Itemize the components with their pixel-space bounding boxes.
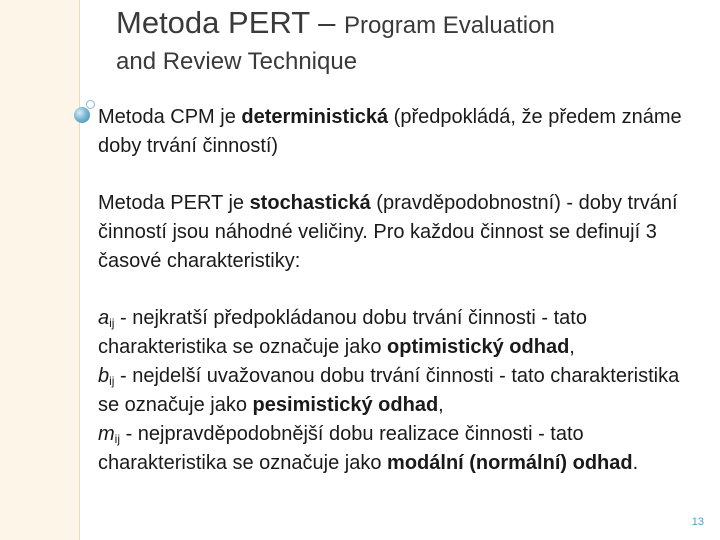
- a-end: ,: [569, 336, 575, 358]
- left-band-border: [79, 0, 80, 540]
- bullet-icon: [74, 100, 94, 126]
- m-end: .: [632, 452, 639, 474]
- slide-title: [116, 4, 706, 77]
- b-end: ,: [438, 394, 444, 416]
- bullet-large-circle: [74, 107, 90, 123]
- p1-text-a: Metoda CPM je: [98, 106, 242, 128]
- b-description: - nejdelší uvažovanou dobu trvání činnosti - tato charakteristika se označuje jako: [98, 365, 680, 416]
- var-b: b: [98, 365, 110, 387]
- optimistic-estimate: optimistický odhad: [387, 336, 570, 358]
- paragraph-cpm: [98, 103, 698, 161]
- p1-bold-deterministic: deterministická: [241, 106, 389, 128]
- p2-text-a: Metoda PERT je: [98, 192, 250, 214]
- title-part-1: Metoda PERT –: [116, 5, 345, 40]
- var-a: a: [98, 307, 110, 329]
- title-line-2: and Review Technique: [116, 47, 358, 75]
- bullet-small-circle: [86, 100, 95, 109]
- title-part-2: Program Evaluation: [344, 12, 555, 39]
- page-number: 13: [691, 516, 704, 528]
- left-decorative-band: [0, 0, 80, 540]
- a-description: - nejkratší předpokládanou dobu trvání činnosti - tato charakteristika se označuje jako: [98, 307, 587, 358]
- slide-body: [98, 103, 698, 478]
- title-line-1: [116, 4, 706, 43]
- modal-estimate: modální (normální) odhad: [387, 452, 633, 474]
- var-b-subscript: ij: [109, 374, 115, 388]
- var-m-subscript: ij: [114, 432, 121, 446]
- m-description: - nejpravděpodobnější dobu realizace činnosti - tato charakteristika se označuje jako: [98, 423, 584, 474]
- p2-text-c: (pravděpodobnostní) - doby trvání činností jsou náhodné veličiny. Pro každou činnost se definují 3 časové charakteristiky:: [98, 192, 678, 272]
- var-a-subscript: ij: [109, 316, 115, 330]
- paragraph-pert: [98, 189, 698, 276]
- paragraph-characteristics: [98, 304, 698, 478]
- p1-text-c: (předpokládá, že předem známe doby trvání činností): [98, 106, 682, 157]
- p2-bold-stochastic: stochastická: [249, 192, 371, 214]
- pessimistic-estimate: pesimistický odhad: [252, 394, 439, 416]
- var-m: m: [98, 423, 115, 445]
